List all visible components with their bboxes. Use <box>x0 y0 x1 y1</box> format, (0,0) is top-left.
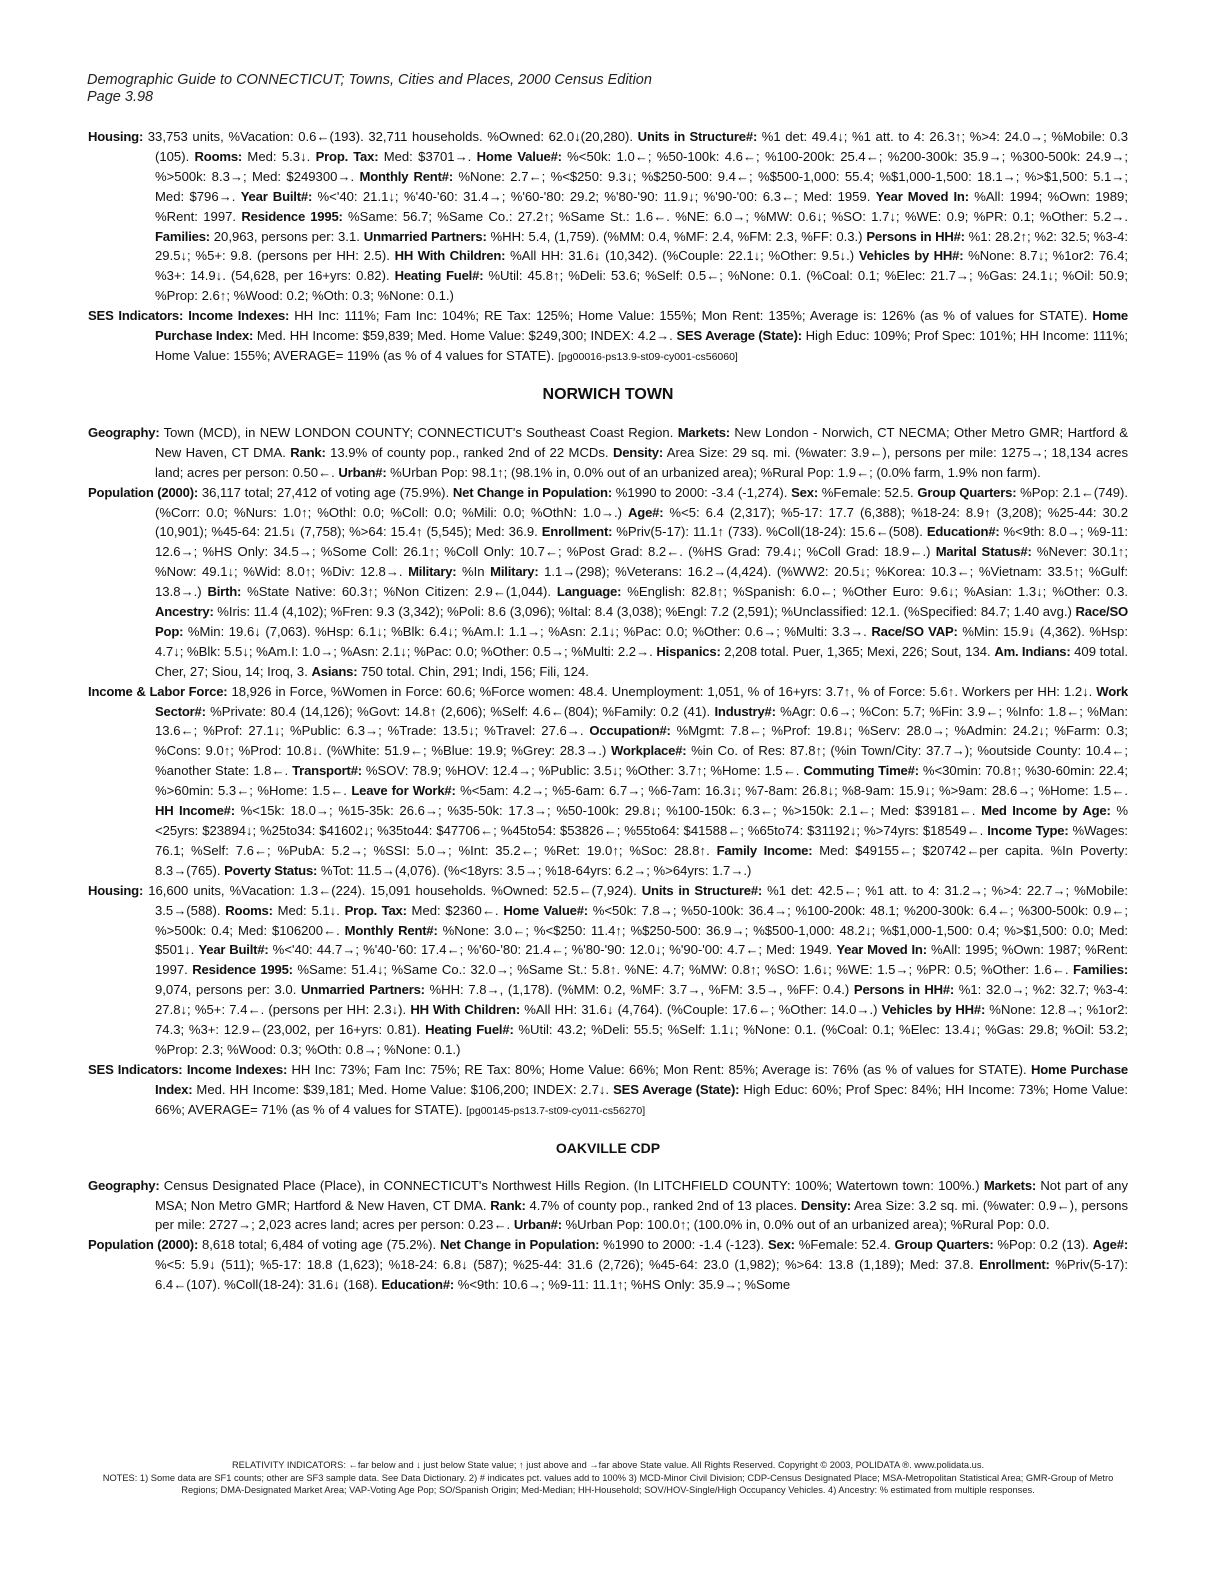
inline-label: Year Built#: <box>240 188 313 204</box>
inline-label: Commuting Time#: <box>803 763 919 779</box>
paragraph-label: Population (2000): <box>88 484 199 500</box>
inline-label: Monthly Rent#: <box>344 922 438 938</box>
paragraph-text: 8,618 total; 6,484 of voting age (75.2%). Net Change in Population: %1990 to 2000: -1.4 (-123). Sex: %Female: 52.4. Group Quarters: %Pop: 0.2 (13). Age#: %<5: 5.9↓ (511); %5-17: 18.8 (1,623); %18-24: 6.8↓ (587); %25-44: 31.6 (2,726); %45-64: 23.0 (1,982); %>64: 13.8 (1,189); Med: 37.8. Enrollment: %Priv(5-17): 6.4←(107). %Coll(18-24): 31.6↓ (168). Education#: %<9th: 10.6→; %9-11: 11.1↑; %HS Only: 35.9→; %Some <box>155 1237 1129 1293</box>
inline-label: Net Change in Population: <box>452 484 612 500</box>
data-paragraph <box>88 881 1128 1060</box>
inline-label: Density: <box>612 444 664 460</box>
inline-label: Units in Structure#: <box>637 129 758 144</box>
page-number: Page 3.98 <box>87 89 154 105</box>
inline-label: Group Quarters: <box>894 1237 994 1253</box>
inline-label: Race/SO Pop: <box>155 604 1128 639</box>
inline-label: Education#: <box>381 1277 455 1293</box>
inline-label: Workplace#: <box>611 743 687 759</box>
paragraph-label: SES Indicators: <box>88 308 184 324</box>
inline-label: Enrollment: <box>541 524 613 540</box>
inline-label: Home Value#: <box>476 148 562 164</box>
data-paragraph <box>88 127 1128 306</box>
paragraph-text: Town (MCD), in NEW LONDON COUNTY; CONNECTICUT's Southeast Coast Region. Markets: New London - Norwich, CT NECMA; Other Metro GMR; Hartford & New Haven, CT DMA. Rank: 13.9% of county pop., ranked 2nd of 22 MCDs. Density: Area Size: 29 sq. mi. (%water: 3.9←), persons per mile: 1275→; 18,134 acres land; acres per person: 0.50←. Urban#: %Urban Pop: 98.1↑; (98.1% in, 0.0% out of an urbanized area); %Rural Pop: 1.9←; (0.0% farm, 1.9% non farm). <box>155 424 1128 480</box>
inline-label: Monthly Rent#: <box>359 168 453 184</box>
inline-label: Birth: <box>207 584 242 600</box>
notes: NOTES: 1) Some data are SF1 counts; other are SF3 sample data. See Data Dictionary. 2) # indicates pct. values add to 100% 3) MCD-Minor Civil Division; CDP-Census Designated Place; MSA-Metropolitan Statistical Area; GMR-Group of Metro Regions; DMA-Designated Market Area; VAP-Voting Age Pop; SO/Spanish Origin; Med-Median; HH-Household; SOV/HOV-Single/High Occupancy Vehicles. 4) Ancestry: % estimated from multiple responses. <box>102 1472 1114 1495</box>
inline-label: SES Average (State): <box>613 1081 740 1097</box>
paragraph-label: Population (2000): <box>88 1237 199 1253</box>
inline-label: Vehicles by HH#: <box>881 1002 986 1018</box>
paragraph-text: 18,926 in Force, %Women in Force: 60.6; %Force women: 48.4. Unemployment: 1,051, % of 16+yrs: 3.7↑, % of Force: 5.6↑. Workers per HH: 1.2↓. Work Sector#: %Private: 80.4 (14,126); %Govt: 14.8↑ (2,606); %Self: 4.6←(804); %Family: 0.2 (41). Industry#: %Agr: 0.6→; %Con: 5.7; %Fin: 3.9←; %Info: 1.8←; %Man: 13.6←; %Prof: 27.1↓; %Public: 6.3→; %Trade: 13.5↓; %Travel: 27.6→. Occupation#: %Mgmt: 7.8←; %Prof: 19.8↓; %Serv: 28.0→; %Admin: 24.2↓; %Farm: 0.3; %Cons: 9.0↑; %Prod: 10.8↓. (%White: 51.9←; %Blue: 19.9; %Grey: 28.3→.) Workplace#: %in Co. of Res: 87.8↑; (%in Town/City: 37.7→); %outside County: 10.4←; %another State: 1.8←. Transport#: %SOV: 78.9; %HOV: 12.4→; %Public: 3.5↓; %Other: 3.7↑; %Home: 1.5←. Commuting Time#: %<30min: 70.8↑; %30-60min: 22.4; %>60min: 5.3←; %Home: 1.5←. Leave for Work#: %<5am: 4.2→; %5-6am: 6.7→; %6-7am: 16.3↓; %7-8am: 26.8↓; %8-9am: 15.9↓; %>9am: 28.6→; %Home: 1.5←. HH Income#: %<15k: 18.0→; %15-35k: 26.6→; %35-50k: 17.3→; %50-100k: 29.8↓; %100-150k: 6.3←; %>150k: 2.1←; Med: $39181←. Med Income by Age: %<25yrs: $23894↓; %25to34: $41602↓; %35to44: $47706←; %45to54: $53826←; %55to64: $41588←; %65to74: $31192↓; %>74yrs: $18549←. Income Type: %Wages: 76.1; %Self: 7.6←; %PubA: 5.2→; %SSI: 5.0→; %Int: 35.2←; %Ret: 19.0↑; %Soc: 28.8↑. Family Income: Med: $49155←; $20742←per capita. %In Poverty: 8.3→(765). Poverty Status: %Tot: 11.5→(4,076). (%<18yrs: 3.5→; %18-64yrs: 6.2→; %>64yrs: 1.7→.) <box>155 683 1129 878</box>
inline-label: Age#: <box>1092 1237 1129 1253</box>
data-paragraph <box>88 1060 1128 1122</box>
inline-label: Residence 1995: <box>192 962 293 978</box>
inline-label: Urban#: <box>513 1217 562 1233</box>
paragraph-text: Census Designated Place (Place), in CONNECTICUT's Northwest Hills Region. (In LITCHFIELD COUNTY: 100%; Watertown town: 100%.) Markets: Not part of any MSA; Non Metro GMR; Hartford & New Haven, CT DMA. Rank: 4.7% of county pop., ranked 2nd of 13 places. Density: Area Size: 3.2 sq. mi. (%water: 0.9←), persons per mile: 2727→; 2,023 acres land; acres per person: 0.23←. Urban#: %Urban Pop: 100.0↑; (100.0% in, 0.0% out of an urbanized area); %Rural Pop: 0.0. <box>155 1177 1129 1233</box>
document-body <box>88 127 1128 1295</box>
inline-label: Sex: <box>791 484 818 500</box>
inline-label: Persons in HH#: <box>853 982 955 998</box>
inline-label: Home Purchase Index: <box>155 1061 1128 1097</box>
paragraph-text: Income Indexes: HH Inc: 111%; Fam Inc: 104%; RE Tax: 125%; Home Value: 155%; Mon Rent: 135%; Average is: 126% (as % of values for STATE). Home Purchase Index: Med. HH Income: $59,839; Med. Home Value: $249,300; INDEX: 4.2→. SES Average (State): High Educ: 109%; Prof Spec: 101%; HH Income: 111%; Home Value: 155%; AVERAGE= 119% (as % of 4 values for STATE). <box>155 308 1128 363</box>
inline-label: Language: <box>556 584 622 600</box>
document-title: Demographic Guide to CONNECTICUT; Towns, Cities and Places, 2000 Census Edition <box>87 72 652 88</box>
data-paragraph <box>88 1235 1128 1295</box>
inline-label: Education#: <box>926 524 1000 540</box>
paragraph-text: 16,600 units, %Vacation: 1.3←(224). 15,091 households. %Owned: 52.5←(7,924). Units in Structure#: %1 det: 42.5←; %1 att. to 4: 31.2→; %>4: 22.7→; %Mobile: 3.5→(588). Rooms: Med: 5.1↓. Prop. Tax: Med: $2360←. Home Value#: %<50k: 7.8→; %50-100k: 36.4→; %100-200k: 48.1; %200-300k: 6.4←; %300-500k: 0.9←; %>500k: 0.4; Med: $106200←. Monthly Rent#: %None: 3.0←; %<$250: 11.4↑; %$250-500: 36.9→; %$500-1,000: 48.2↓; %$1,000-1,500: 0.4; %>$1,500: 0.0; Med: $501↓. Year Built#: %<'40: 44.7→; %'40-'60: 17.4←; %'60-'80: 21.4←; %'80-'90: 12.0↓; %'90-'00: 4.7←; Med: 1949. Year Moved In: %All: 1995; %Own: 1987; %Rent: 1997. Residence 1995: %Same: 51.4↓; %Same Co.: 32.0→; %Same St.: 5.8↑. %NE: 4.7; %MW: 0.8↑; %SO: 1.6↓; %WE: 1.5→; %PR: 0.5; %Other: 1.6←. Families: 9,074, persons per: 3.0. Unmarried Partners: %HH: 7.8→, (1,178). (%MM: 0.2, %MF: 3.7→, %FM: 3.5→, %FF: 0.4.) Persons in HH#: %1: 32.0→; %2: 32.7; %3-4: 27.8↓; %5+: 7.4←. (persons per HH: 2.3↓). HH With Children: %All HH: 31.6↓ (4,764). (%Couple: 17.6←; %Other: 14.0→.) Vehicles by HH#: %None: 12.8→; %1or2: 74.3; %3+: 12.9←(23,002, per 16+yrs: 0.81). Heating Fuel#: %Util: 43.2; %Deli: 55.5; %Self: 1.1↓; %None: 0.1. (%Coal: 0.1; %Elec: 13.4↓; %Gas: 29.8; %Oil: 53.2; %Prop: 2.3; %Wood: 0.3; %Oth: 0.8→; %None: 0.1.) <box>148 882 1128 1057</box>
inline-label: Persons in HH#: <box>866 228 965 244</box>
inline-label: Enrollment: <box>979 1257 1050 1273</box>
inline-label: Urban#: <box>338 464 387 480</box>
paragraph-label: Housing: <box>88 882 144 898</box>
inline-label: Rank: <box>490 1197 526 1213</box>
inline-label: Income Indexes: <box>188 308 290 324</box>
data-paragraph <box>88 423 1128 483</box>
data-paragraph <box>88 483 1128 682</box>
source-reference: [pg00145-ps13.7-st09-cy011-cs56270] <box>466 1104 646 1117</box>
inline-label: SES Average (State): <box>676 328 802 344</box>
inline-label: Density: <box>800 1197 851 1213</box>
data-paragraph <box>88 682 1128 881</box>
inline-label: Rooms: <box>225 902 273 918</box>
paragraph-label: Geography: <box>88 1177 160 1193</box>
running-header <box>87 72 652 106</box>
paragraph-label: Housing: <box>88 129 144 144</box>
inline-label: HH Income#: <box>155 803 235 819</box>
inline-label: Home Value#: <box>503 902 588 918</box>
paragraph-label: Geography: <box>88 424 160 440</box>
inline-label: Leave for Work#: <box>351 783 456 799</box>
inline-label: Vehicles by HH#: <box>858 248 964 264</box>
inline-label: Year Moved In: <box>875 188 969 204</box>
inline-label: Hispanics: <box>656 643 721 659</box>
inline-label: Unmarried Partners: <box>301 982 425 998</box>
inline-label: Net Change in Population: <box>440 1237 600 1253</box>
inline-label: Sex: <box>767 1237 795 1253</box>
inline-label: Military: <box>408 564 457 580</box>
paragraph-label: Income & Labor Force: <box>88 683 228 699</box>
inline-label: Income Indexes: <box>186 1061 288 1077</box>
inline-label: Year Built#: <box>198 942 269 958</box>
data-paragraph <box>88 1176 1128 1236</box>
inline-label: Rank: <box>290 444 326 460</box>
inline-label: Family Income: <box>716 842 813 858</box>
inline-label: Asians: <box>311 663 358 679</box>
inline-label: Units in Structure#: <box>641 882 763 898</box>
relativity-indicators-note: RELATIVITY INDICATORS: ←far below and ↓ just below State value; ↑ just above and →far above State value. All Rights Reserved. Copyright © 2003, POLIDATA ®. www.polidata.us. <box>231 1460 985 1470</box>
paragraph-label: SES Indicators: <box>88 1061 183 1077</box>
inline-label: Marital Status#: <box>935 544 1032 560</box>
inline-label: Year Moved In: <box>836 942 927 958</box>
inline-label: Unmarried Partners: <box>363 228 487 244</box>
inline-label: Am. Indians: <box>994 643 1071 659</box>
inline-label: Industry#: <box>714 703 776 719</box>
inline-label: Markets: <box>677 424 730 440</box>
inline-label: Residence 1995: <box>241 208 343 224</box>
inline-label: Poverty Status: <box>224 862 318 878</box>
paragraph-text: 36,117 total; 27,412 of voting age (75.9%). Net Change in Population: %1990 to 2000: -3.4 (-1,274). Sex: %Female: 52.5. Group Quarters: %Pop: 2.1←(749). (%Corr: 0.0; %Nurs: 1.0↑; %Othl: 0.0; %Coll: 0.0; %Mili: 0.0; %OthN: 1.0→.) Age#: %<5: 6.4 (2,317); %5-17: 17.7 (6,388); %18-24: 8.9↑ (3,208); %25-44: 30.2 (10,901); %45-64: 21.5↓ (7,758); %>64: 15.4↑ (5,545); Med: 36.9. Enrollment: %Priv(5-17): 11.1↑ (733). %Coll(18-24): 15.6←(508). Education#: %<9th: 8.0→; %9-11: 12.6→; %HS Only: 34.5→; %Some Coll: 26.1↑; %Coll Only: 10.7←; %Post Grad: 8.2←. (%HS Grad: 79.4↓; %Coll Grad: 18.9←.) Marital Status#: %Never: 30.1↑; %Now: 49.1↓; %Wid: 8.0↑; %Div: 12.8→. Military: %In Military: 1.1→(298); %Veterans: 16.2→(4,424). (%WW2: 20.5↓; %Korea: 10.3←; %Vietnam: 33.5↑; %Gulf: 13.8→.) Birth: %State Native: 60.3↑; %Non Citizen: 2.9←(1,044). Language: %English: 82.8↑; %Spanish: 6.0←; %Other Euro: 9.6↓; %Asian: 1.3↓; %Other: 0.3. Ancestry: %Iris: 11.4 (4,102); %Fren: 9.3 (3,342); %Poli: 8.6 (3,096); %Ital: 8.4 (3,038); %Engl: 7.2 (2,591); %Unclassified: 12.1. (%Specified: 84.7; 1.40 avg.) Race/SO Pop: %Min: 19.6↓ (7,063). %Hsp: 6.1↓; %Blk: 6.4↓; %Am.I: 1.1→; %Asn: 2.1↓; %Pac: 0.0; %Other: 0.6→; %Multi: 3.3→. Race/SO VAP: %Min: 15.9↓ (4,362). %Hsp: 4.7↓; %Blk: 5.5↓; %Am.I: 1.0→; %Asn: 2.1↓; %Pac: 0.0; %Other: 0.5→; %Multi: 2.2→. Hispanics: 2,208 total. Puer, 1,365; Mexi, 226; Sout, 134. Am. Indians: 409 total. Cher, 27; Siou, 14; Iroq, 3. Asians: 750 total. Chin, 291; Indi, 156; Fili, 124. <box>155 484 1129 679</box>
inline-label: Prop. Tax: <box>344 902 407 918</box>
inline-label: Work Sector#: <box>155 683 1128 719</box>
page-footer <box>88 1459 1128 1497</box>
inline-label: Families: <box>1073 962 1128 978</box>
inline-label: Families: <box>155 228 210 244</box>
inline-label: Transport#: <box>292 763 362 779</box>
inline-label: Med Income by Age: <box>981 803 1111 819</box>
inline-label: Group Quarters: <box>917 484 1017 500</box>
inline-label: HH With Children: <box>394 248 506 264</box>
inline-label: Income Type: <box>987 823 1069 838</box>
inline-label: Home Purchase Index: <box>155 308 1128 344</box>
data-paragraph <box>88 306 1128 368</box>
inline-label: HH With Children: <box>410 1002 520 1018</box>
inline-label: Rooms: <box>194 148 243 164</box>
inline-label: Military: <box>490 564 539 580</box>
inline-label: Age#: <box>628 504 664 520</box>
inline-label: Heating Fuel#: <box>394 268 484 284</box>
inline-label: Occupation#: <box>589 723 671 739</box>
inline-label: Race/SO VAP: <box>871 623 958 639</box>
paragraph-text: 33,753 units, %Vacation: 0.6←(193). 32,711 households. %Owned: 62.0↓(20,280). Units in Structure#: %1 det: 49.4↓; %1 att. to 4: 26.3↑; %>4: 24.0→; %Mobile: 0.3 (105). Rooms: Med: 5.3↓. Prop. Tax: Med: $3701→. Home Value#: %<50k: 1.0←; %50-100k: 4.6←; %100-200k: 25.4←; %200-300k: 35.9→; %300-500k: 24.9→; %>500k: 8.3→; Med: $249300→. Monthly Rent#: %None: 2.7←; %<$250: 9.3↓; %$250-500: 9.4←; %$500-1,000: 55.4; %$1,000-1,500: 18.1→; %>$1,500: 5.1→; Med: $796→. Year Built#: %<'40: 21.1↓; %'40-'60: 31.4→; %'60-'80: 29.2; %'80-'90: 11.9↓; %'90-'00: 6.3←; Med: 1959. Year Moved In: %All: 1994; %Own: 1989; %Rent: 1997. Residence 1995: %Same: 56.7; %Same Co.: 27.2↑; %Same St.: 1.6←. %NE: 6.0→; %MW: 0.6↓; %SO: 1.7↓; %WE: 0.9; %PR: 0.1; %Other: 5.2→. Families: 20,963, persons per: 3.1. Unmarried Partners: %HH: 5.4, (1,759). (%MM: 0.4, %MF: 2.4, %FM: 2.3, %FF: 0.3.) Persons in HH#: %1: 28.2↑; %2: 32.5; %3-4: 29.5↓; %5+: 9.8. (persons per HH: 2.5). HH With Children: %All HH: 31.6↓ (10,342). (%Couple: 22.1↓; %Other: 9.5↓.) Vehicles by HH#: %None: 8.7↓; %1or2: 76.4; %3+: 14.9↓. (54,628, per 16+yrs: 0.82). Heating Fuel#: %Util: 45.8↑; %Deli: 53.6; %Self: 0.5←; %None: 0.1. (%Coal: 0.1; %Elec: 21.7→; %Gas: 24.1↓; %Oil: 50.9; %Prop: 2.6↑; %Wood: 0.2; %Oth: 0.3; %None: 0.1.) <box>147 129 1129 304</box>
section-heading: OAKVILLE CDP <box>555 1139 661 1156</box>
inline-label: Markets: <box>983 1177 1037 1193</box>
source-reference: [pg00016-ps13.9-st09-cy001-cs56060] <box>558 350 738 363</box>
inline-label: Heating Fuel#: <box>425 1022 514 1038</box>
inline-label: Prop. Tax: <box>315 148 379 164</box>
paragraph-text: Income Indexes: HH Inc: 73%; Fam Inc: 75%; RE Tax: 80%; Home Value: 66%; Mon Rent: 85%; Average is: 76% (as % of values for STATE). Home Purchase Index: Med. HH Income: $39,181; Med. Home Value: $106,200; INDEX: 2.7↓. SES Average (State): High Educ: 60%; Prof Spec: 84%; HH Income: 73%; Home Value: 66%; AVERAGE= 71% (as % of 4 values for STATE). <box>155 1061 1128 1117</box>
inline-label: Ancestry: <box>155 604 214 620</box>
section-heading: NORWICH TOWN <box>542 385 674 403</box>
